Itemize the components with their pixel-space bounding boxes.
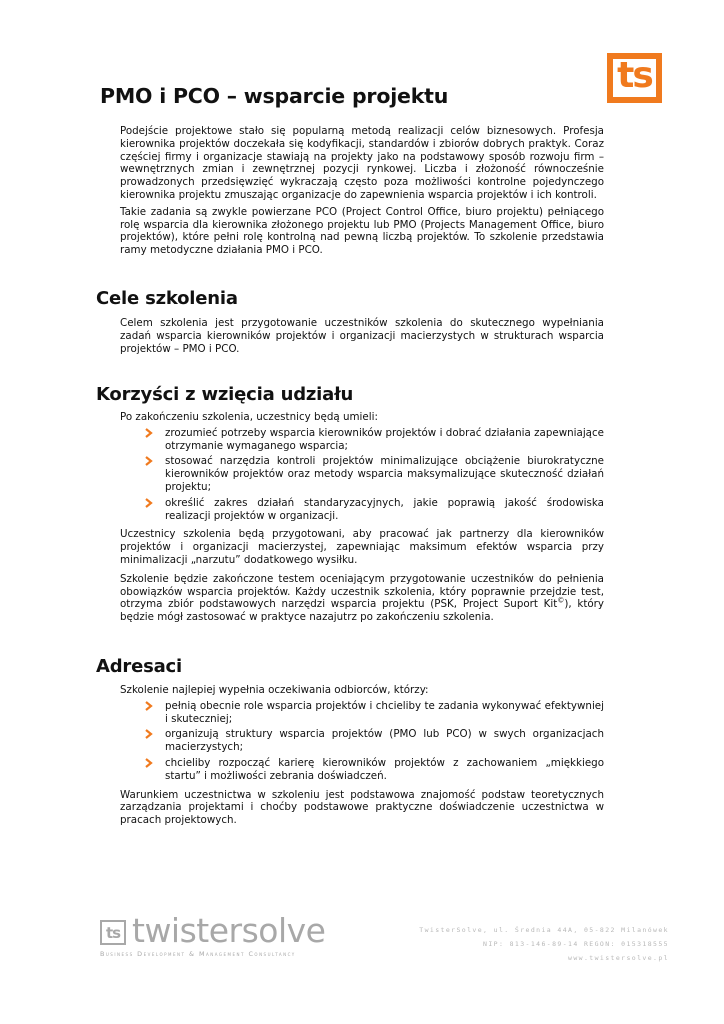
logo-mark: ts bbox=[617, 55, 652, 96]
adresaci-paragraph-2: Warunkiem uczestnictwa w szkoleniu jest podstawowa znajomość podstaw teoretycznych zarządzania projektami i choćby podstawowe praktyczne doświadczenie uczestnictwa w pracach projektowych. bbox=[120, 788, 604, 827]
adresaci-list bbox=[120, 700, 604, 783]
ts-logo-icon bbox=[607, 53, 662, 103]
cele-heading: Cele szkolenia bbox=[96, 288, 238, 309]
footer-address: TwisterSolve, ul. Średnia 44A, 05-822 Milanówek bbox=[419, 926, 669, 934]
adresaci-section bbox=[120, 684, 604, 827]
chevron-right-icon bbox=[145, 428, 153, 438]
footer-web: www.twistersolve.pl bbox=[568, 954, 669, 962]
intro-paragraph-2: Takie zadania są zwykle powierzane PCO (Project Control Office, biuro projektu) pełniącego rolę wsparcia dla kierownika złożonego projektu lub PMO (Projects Management Office, biuro projektów), które pełni rolę kontrolną nad pewną liczbą projektów. To szkolenie przedstawia ramy metodyczne działania PMO i PCO. bbox=[120, 205, 604, 257]
adresaci-item-1: pełnią obecnie role wsparcia projektów i chcieliby te zadania wykonywać efektywniej i skuteczniej; bbox=[165, 699, 604, 725]
chevron-right-icon bbox=[145, 701, 153, 711]
korzysci-item-3: określić zakres działań standaryzacyjnych, jakie poprawią jakość środowiska realizacji projektów w organizacji. bbox=[165, 496, 604, 522]
korzysci-paragraph-3: Szkolenie będzie zakończone testem oceniającym przygotowanie uczestników do pełnienia obowiązków wsparcia projektów. Każdy uczestnik szkolenia, który poprawnie przejdzie test, otrzyma zbiór podstawowych narzędzi wsparcia projektu (PSK, Project Suport Kit©), który będzie mógł zastosować w praktyce nazajutrz po zakończeniu szkolenia. bbox=[120, 572, 604, 624]
list-item bbox=[120, 455, 604, 493]
cele-section bbox=[120, 317, 604, 355]
page-title: PMO i PCO – wsparcie projektu bbox=[100, 84, 449, 108]
adresaci-item-2: organizują struktury wsparcia projektów (PMO lub PCO) w swych organizacjach macierzystych; bbox=[165, 728, 604, 754]
list-item bbox=[120, 700, 604, 726]
korzysci-list bbox=[120, 427, 604, 523]
intro-paragraph-1: Podejście projektowe stało się popularną metodą realizacji celów biznesowych. Profesja kierownika projektów doczekała się kodyfikacji, standardów i zbiorów dobrych praktyk. Coraz częściej firmy i organizacje stawiają na projekty jako na podstawowy sposób rozwoju firm – wewnętrznych zmian i zewnętrznej pozycji rynkowej. Liczba i złożoność równocześnie prowadzonych przedsięwzięć wykraczają często poza możliwości kontrolne pojedynczego kierownika projektu zmuszając organizacje do zapewnienia wsparcia projektów i ich kontroli. bbox=[120, 125, 604, 201]
adresaci-lead: Szkolenie najlepiej wypełnia oczekiwania odbiorców, którzy: bbox=[120, 684, 429, 696]
cele-paragraph: Celem szkolenia jest przygotowanie uczestników szkolenia do skutecznego wypełniania zadań wsparcia kierowników projektów i organizacji macierzystych w strukturach wsparcia projektów – PMO i PCO. bbox=[120, 317, 604, 355]
chevron-right-icon bbox=[145, 498, 153, 508]
ts-footer-logo-icon: ts bbox=[100, 920, 126, 945]
korzysci-heading: Korzyści z wzięcia udziału bbox=[96, 384, 354, 405]
footer-ids: NIP: 813-146-89-14 REGON: 015318555 bbox=[483, 940, 669, 948]
list-item bbox=[120, 427, 604, 453]
korzysci-section bbox=[120, 411, 604, 624]
chevron-right-icon bbox=[145, 758, 153, 768]
footer-tagline: Business Development & Management Consultancy bbox=[100, 950, 296, 958]
korzysci-item-1: zrozumieć potrzeby wsparcia kierowników projektów i dobrać działania zapewniające otrzymanie wymaganego wsparcia; bbox=[165, 426, 604, 452]
adresaci-item-3: chcieliby rozpocząć karierę kierowników projektów z zachowaniem „miękkiego startu” i możliwości zebrania doświadczeń. bbox=[165, 756, 604, 782]
list-item bbox=[120, 757, 604, 783]
intro-section bbox=[120, 125, 604, 257]
korzysci-item-2: stosować narzędzia kontroli projektów minimalizujące obciążenie biurokratyczne kierowników projektów oraz metody wsparcia maksymalizujące skuteczność działań projektu; bbox=[165, 455, 604, 493]
list-item bbox=[120, 728, 604, 754]
adresaci-heading: Adresaci bbox=[96, 656, 183, 677]
korzysci-paragraph-2: Uczestnicy szkolenia będą przygotowani, aby pracować jak partnerzy dla kierowników projektów i organizacji macierzystej, zapewniając maksimum efektów wsparcia przy minimalizacji „narzutu” dodatkowego wysiłku. bbox=[120, 528, 604, 566]
chevron-right-icon bbox=[145, 729, 153, 739]
footer-brand-name: twistersolve bbox=[132, 911, 326, 950]
korzysci-lead: Po zakończeniu szkolenia, uczestnicy będą umieli: bbox=[120, 411, 378, 423]
list-item bbox=[120, 497, 604, 523]
chevron-right-icon bbox=[145, 456, 153, 466]
footer-contact bbox=[419, 923, 669, 965]
